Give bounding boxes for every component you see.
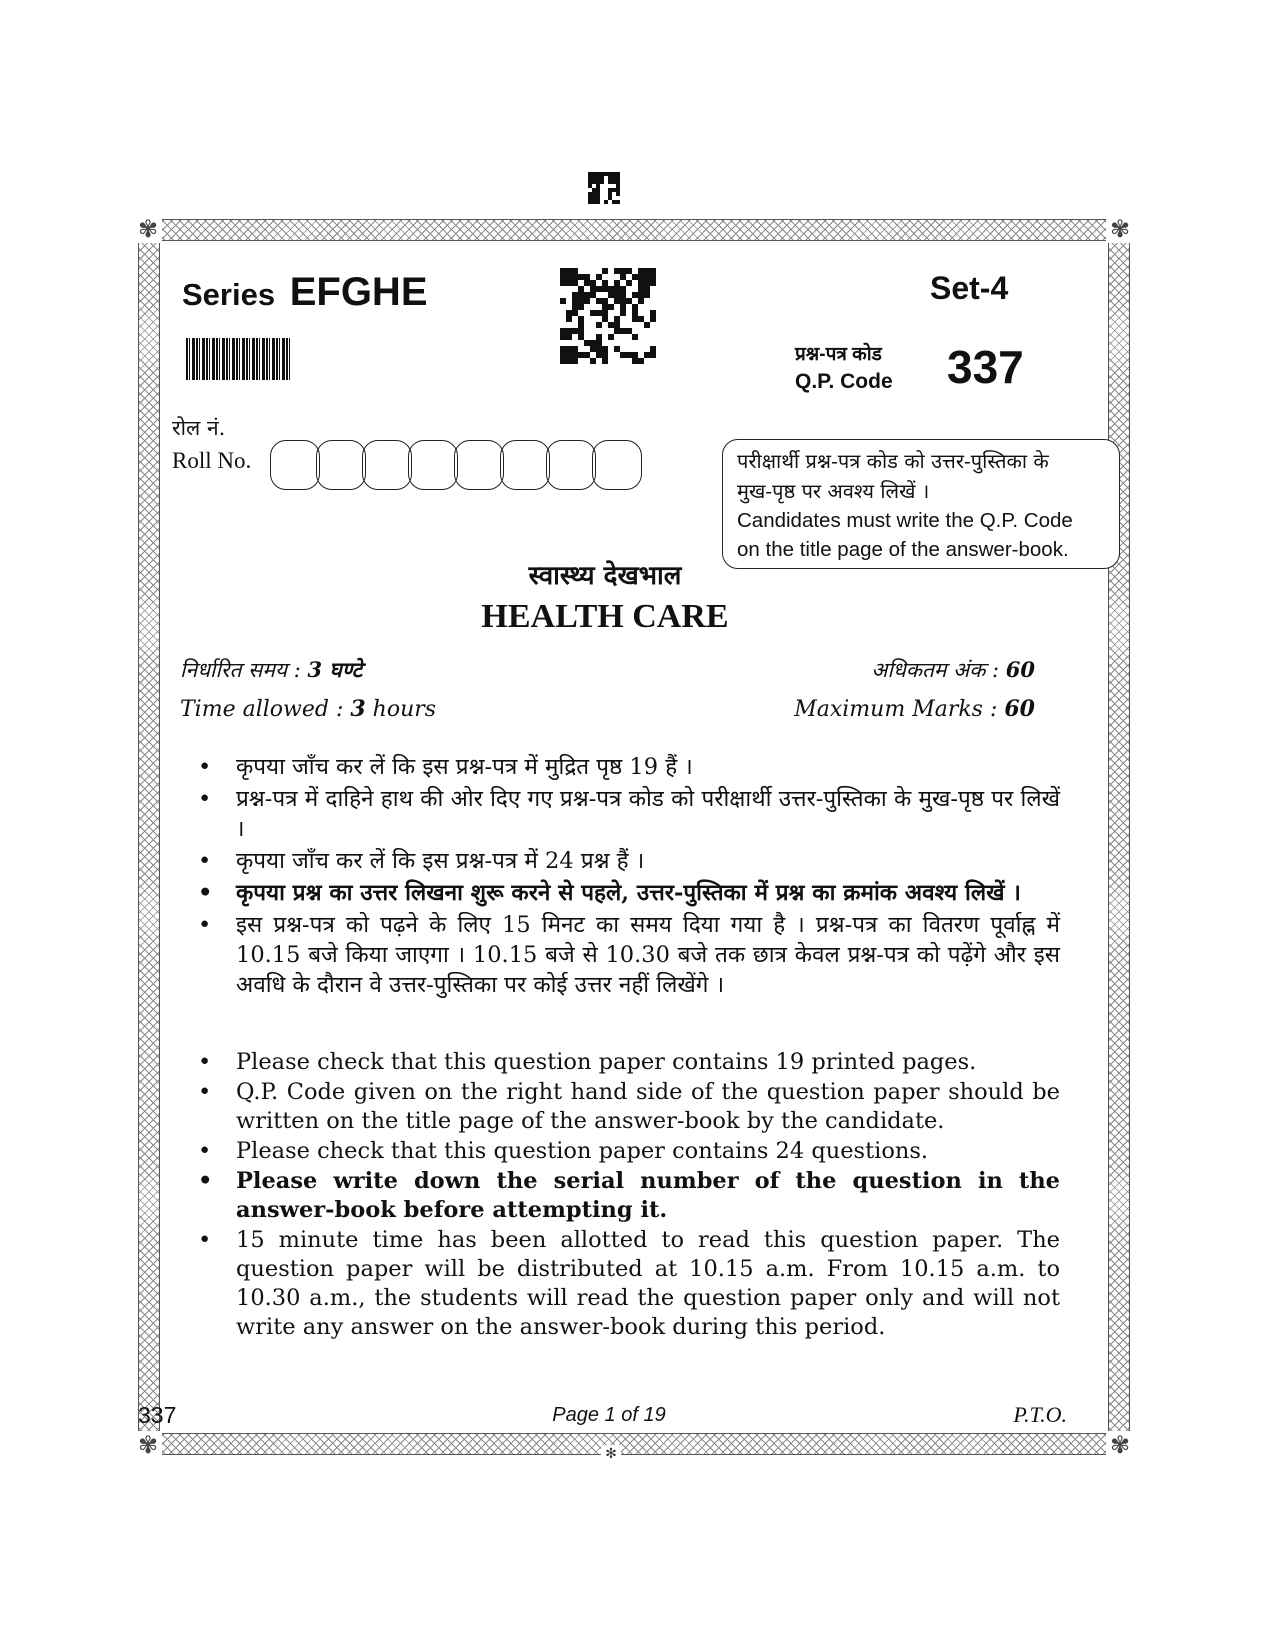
instruction-item: • Please check that this question paper contains 24 questions. [196,1137,1060,1166]
corner-ornament-icon: ✾ [1106,215,1134,243]
instructions-english-list [196,1048,1060,1343]
instruction-item: • कृपया जाँच कर लें कि इस प्रश्न-पत्र में 24 प्रश्न हैं । [196,846,1060,876]
page-number: Page 1 of 19 [552,1404,666,1426]
roll-digit-box[interactable] [592,440,642,490]
maximum-marks: Maximum Marks : 60 [794,696,1035,722]
notice-english-line: on the title page of the answer-book. [737,538,1069,561]
roll-label-hindi: रोल नं. [172,416,226,440]
notice-hindi-line: परीक्षार्थी प्रश्न-पत्र कोड को उत्तर-पुस्तिका के [737,449,1049,473]
set-label: Set-4 [930,270,1009,306]
title-english: HEALTH CARE [481,598,729,635]
qp-code-label: Q.P. Code [795,370,893,393]
roll-digit-box[interactable] [362,440,412,490]
instruction-item: • Q.P. Code given on the right hand side of the question paper should be written on the title page of the answer-book by the candidate. [196,1078,1060,1136]
instruction-item: • Please check that this question paper contains 19 printed pages. [196,1048,1060,1077]
instruction-item: • इस प्रश्न-पत्र को पढ़ने के लिए 15 मिनट का समय दिया गया है । प्रश्न-पत्र का वितरण पूर्वाह्न में 10.15 बजे किया जाएगा । 10.15 बजे से 10.30 बजे तक छात्र केवल प्रश्न-पत्र को पढ़ेंगे और इस अवधि के दौरान वे उत्तर-पुस्तिका पर कोई उत्तर नहीं लिखेंगे । [196,910,1060,1000]
roll-digit-box[interactable] [270,440,320,490]
instructions-hindi-list [196,752,1060,1002]
candidate-notice-box [722,439,1120,569]
series-label: Series EFGHE [182,270,428,314]
notice-hindi-line: मुख-पृष्ठ पर अवश्य लिखें । [737,479,930,503]
title-hindi: स्वास्थ्य देखभाल [528,561,682,591]
marks-hindi: अधिकतम अंक : 60 [871,657,1035,682]
instruction-item: • कृपया जाँच कर लें कि इस प्रश्न-पत्र में मुद्रित पृष्ठ 19 हैं । [196,752,1060,782]
corner-ornament-icon: ✾ [1106,1431,1134,1459]
instruction-item: • Please write down the serial number of the question in the answer-book before attempting it. [196,1167,1060,1225]
corner-ornament-icon: ✾ [134,1431,162,1459]
roll-digit-box[interactable] [500,440,550,490]
pto-label: P.T.O. [1013,1402,1067,1427]
top-qr-code [588,172,620,204]
instruction-item: • 15 minute time has been allotted to read this question paper. The question paper will be distributed at 10.15 a.m. From 10.15 a.m. to 10.30 a.m., the students will read the question paper only and will not write any answer on the answer-book during this period. [196,1226,1060,1342]
qp-code-hindi-label: प्रश्न-पत्र कोड [795,344,882,365]
corner-ornament-icon: ✾ [134,215,162,243]
roll-digit-box[interactable] [546,440,596,490]
series-code: EFGHE [289,270,428,314]
notice-english-line: Candidates must write the Q.P. Code [737,509,1073,532]
qp-code-value: 337 [947,341,1024,393]
instruction-item: • प्रश्न-पत्र में दाहिने हाथ की ओर दिए गए प्रश्न-पत्र कोड को परीक्षार्थी उत्तर-पुस्तिका के मुख-पृष्ठ पर लिखें । [196,784,1060,844]
time-hindi: निर्धारित समय : 3 घण्टे [180,657,363,682]
main-qr-code [560,268,656,364]
instruction-item: • कृपया प्रश्न का उत्तर लिखना शुरू करने से पहले, उत्तर-पुस्तिका में प्रश्न का क्रमांक अवश्य लिखें । [196,878,1060,908]
time-allowed: Time allowed : 3 hours [180,696,437,722]
roll-digit-box[interactable] [316,440,366,490]
roll-label: Roll No. [172,448,252,473]
bottom-star-ornament-icon: ✻ [601,1445,621,1463]
barcode [186,338,292,380]
footer-code: 337 [138,1402,177,1428]
roll-digit-box[interactable] [454,440,504,490]
roll-digit-box[interactable] [408,440,458,490]
